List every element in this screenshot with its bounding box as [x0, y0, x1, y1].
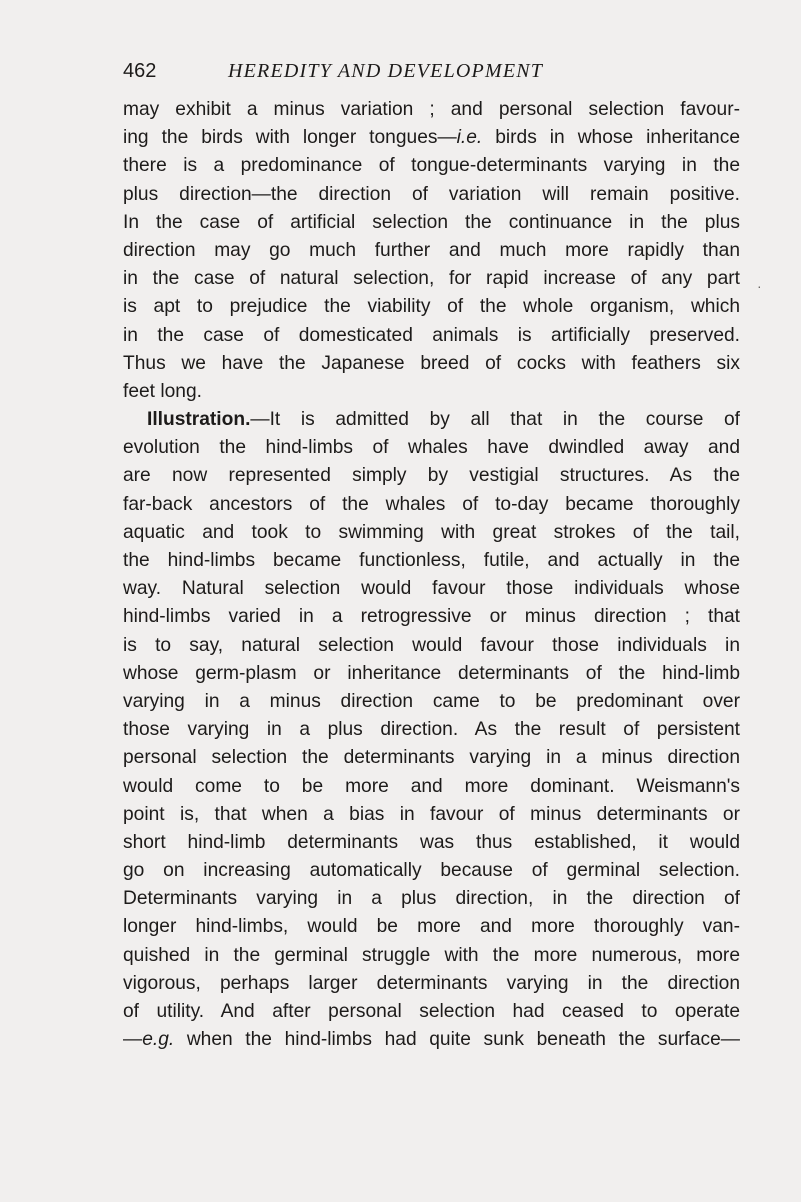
text-line: those varying in a plus direction. As the result of persistent [123, 719, 740, 741]
text-run: ing the birds with longer tongues— [123, 127, 457, 149]
text-line: vigorous, perhaps larger determinants varying in the direction [123, 972, 740, 994]
text-line: go on increasing automatically because of germinal selection. [123, 860, 740, 882]
text-run: — [123, 1029, 143, 1051]
text-run: —It is admitted by all that in the course of [250, 409, 740, 431]
text-line: Thus we have the Japanese breed of cocks with feathers six [123, 352, 740, 374]
italic-abbrev: e.g. [142, 1029, 175, 1051]
text-line: way. Natural selection would favour those individuals whose [123, 578, 740, 600]
text-line: direction may go much further and much more rapidly than [123, 239, 740, 261]
text-line: point is, that when a bias in favour of minus determinants or [123, 803, 740, 825]
text-line: quished in the germinal struggle with the more numerous, more [123, 944, 740, 966]
margin-speck: · [757, 278, 762, 294]
text-line: Determinants varying in a plus direction, in the direction of [123, 888, 740, 910]
text-line: is apt to prejudice the viability of the whole organism, which [123, 296, 740, 318]
running-head [123, 56, 739, 86]
text-line: feet long. [123, 380, 202, 402]
text-line: of utility. And after personal selection had ceased to operate [123, 1001, 740, 1022]
text-line: are now represented simply by vestigial structures. As the [123, 465, 740, 487]
text-line: whose germ-plasm or inheritance determinants of the hind-limb [123, 662, 740, 684]
running-title: HEREDITY AND DEVELOPMENT [228, 60, 544, 82]
text-run: birds in whose inheritance [482, 127, 740, 149]
text-line: hind-limbs varied in a retrogressive or minus direction ; that [123, 606, 740, 628]
text-line: would come to be more and more dominant. Weismann's [123, 775, 740, 797]
text-line: aquatic and took to swimming with great strokes of the tail, [123, 521, 740, 543]
text-line: evolution the hind-limbs of whales have dwindled away and [123, 437, 740, 459]
text-line: there is a predominance of tongue-determinants varying in the [123, 155, 740, 177]
text-line: longer hind-limbs, would be more and more thoroughly van- [123, 916, 740, 938]
text-line: varying in a minus direction came to be predominant over [123, 690, 740, 712]
text-run: when the hind-limbs had quite sunk beneath the surface— [174, 1029, 740, 1051]
text-line: in the case of natural selection, for rapid increase of any part [123, 268, 740, 290]
text-line: personal selection the determinants varying in a minus direction [123, 747, 740, 769]
text-line [123, 406, 740, 434]
text-line: in the case of domesticated animals is artificially preserved. [123, 324, 740, 346]
text-line: In the case of artificial selection the continuance in the plus [123, 211, 740, 233]
text-line: short hind-limb determinants was thus established, it would [123, 831, 740, 853]
body-text [123, 96, 740, 1054]
page-number: 462 [123, 60, 157, 82]
text-line: far-back ancestors of the whales of to-day became thoroughly [123, 493, 740, 515]
text-line [123, 1026, 740, 1054]
text-line: is to say, natural selection would favour those individuals in [123, 634, 740, 656]
text-line: the hind-limbs became functionless, futile, and actually in the [123, 550, 740, 571]
text-line: may exhibit a minus variation ; and personal selection favour- [123, 99, 740, 120]
italic-abbrev: i.e. [456, 127, 483, 149]
section-label: Illustration. [147, 409, 251, 431]
text-line: plus direction—the direction of variation will remain positive. [123, 183, 740, 205]
text-line [123, 124, 740, 152]
